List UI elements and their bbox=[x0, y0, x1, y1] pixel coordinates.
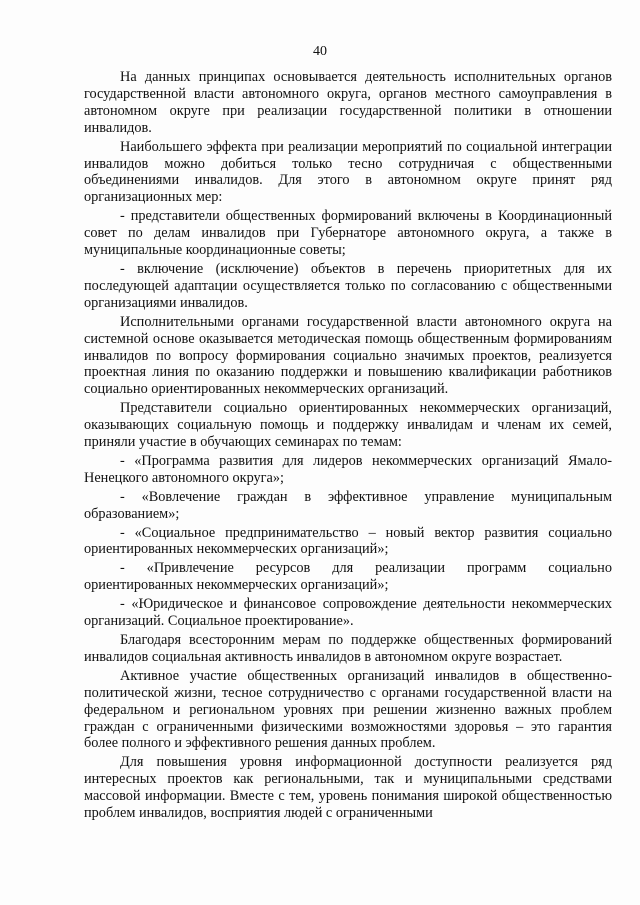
paragraph: Представители социально ориентированных некоммерческих организаций, оказывающих социальную помощь и поддержку инвалидам и членам их семей, приняли участие в обучающих семинарах по темам: bbox=[84, 400, 612, 451]
paragraph: Наибольшего эффекта при реализации мероприятий по социальной интеграции инвалидов можно добиться только тесно сотрудничая с общественными объединениями инвалидов. Для этого в автономном округе принят ряд организационных мер: bbox=[84, 138, 612, 206]
paragraph: Для повышения уровня информационной доступности реализуется ряд интересных проектов как региональными, так и муниципальными средствами массовой информации. Вместе с тем, уровень понимания широкой общественностью проблем инвалидов, восприятия людей с ограниченными bbox=[84, 754, 612, 822]
list-item: - «Социальное предпринимательство – новый вектор развития социально ориентированных некоммерческих организаций»; bbox=[84, 524, 612, 558]
list-item: - «Привлечение ресурсов для реализации программ социально ориентированных некоммерческих организаций»; bbox=[84, 560, 612, 594]
page-number: 40 bbox=[313, 44, 327, 59]
list-item: - «Юридическое и финансовое сопровождение деятельности некоммерческих организаций. Социальное проектирование». bbox=[84, 596, 612, 630]
list-item: - включение (исключение) объектов в перечень приоритетных для их последующей адаптации осуществляется только по согласованию с общественными организациями инвалидов. bbox=[84, 260, 612, 311]
list-item: - «Программа развития для лидеров некоммерческих организаций Ямало-Ненецкого автономного округа»; bbox=[84, 452, 612, 486]
paragraph: Исполнительными органами государственной власти автономного округа на системной основе оказывается методическая помощь общественным формированиям инвалидов по вопросу формирования социально значимых проектов, реализуется проектная линия по оказанию поддержки и повышению квалификации работников социально ориентированных некоммерческих организаций. bbox=[84, 313, 612, 398]
list-item: - представители общественных формирований включены в Координационный совет по делам инвалидов при Губернаторе автономного округа, а также в муниципальные координационные советы; bbox=[84, 208, 612, 259]
paragraph: На данных принципах основывается деятельность исполнительных органов государственной власти автономного округа, органов местного самоуправления в автономном округе при реализации государственной политики в отношении инвалидов. bbox=[84, 69, 612, 136]
list-item: - «Вовлечение граждан в эффективное управление муниципальным образованием»; bbox=[84, 488, 612, 522]
body-text bbox=[84, 69, 612, 822]
paragraph: Благодаря всесторонним мерам по поддержке общественных формирований инвалидов социальная активность инвалидов в автономном округе возрастает. bbox=[84, 632, 612, 665]
paragraph: Активное участие общественных организаций инвалидов в общественно-политической жизни, тесное сотрудничество с органами государственной власти на федеральном и региональном уровнях при решении жизненно важных проблем граждан с ограниченными физическими возможностями здоровья – это гарантия более полного и эффективного решения данных проблем. bbox=[84, 667, 612, 752]
